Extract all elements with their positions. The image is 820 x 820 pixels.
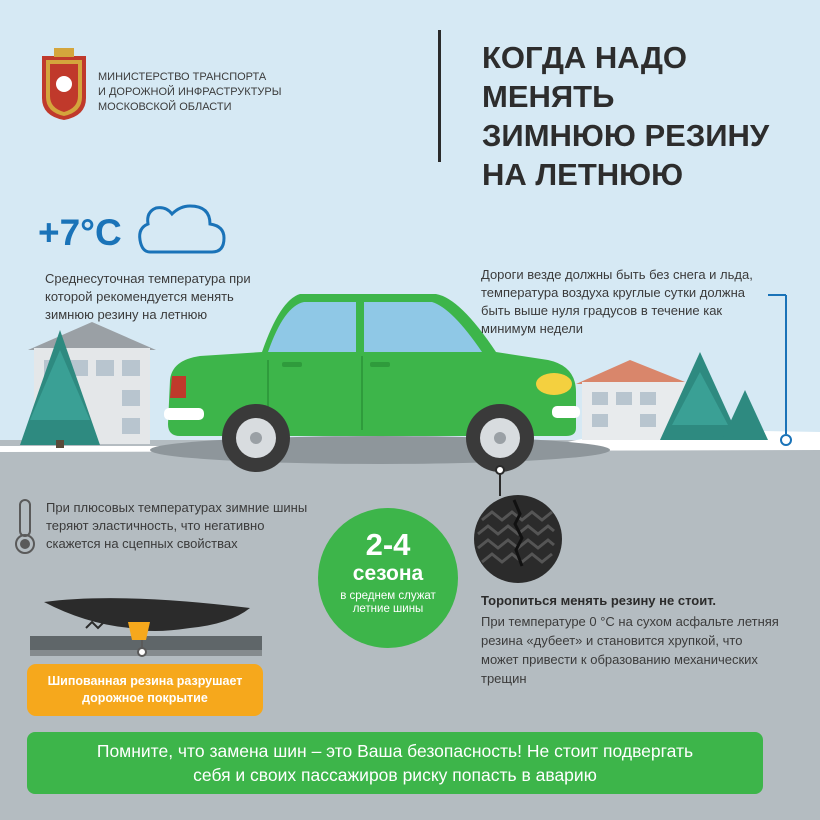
seasons-range: 2-4: [365, 527, 411, 562]
ministry-line: МИНИСТЕРСТВО ТРАНСПОРТА: [98, 71, 267, 83]
hurry-text: При температуре 0 °С на сухом асфальте летняя резина «дубеет» и становится хрупкой, что может привести к образованию механических трещин: [481, 614, 779, 686]
studded-tire-warning: [27, 664, 263, 716]
ministry-name: [98, 70, 308, 115]
page-title: КОГДА НАДО МЕНЯТЬ ЗИМНЮЮ РЕЗИНУ НА ЛЕТНЮЮ: [482, 40, 770, 192]
thermometer-note: При плюсовых температурах зимние шины теряют эластичность, что негативно скажется на сцепных свойствах: [46, 500, 308, 551]
roads-note: Дороги везде должны быть без снега и льда, температура воздуха круглые сутки должна быть выше нуля градусов в течение как минимум недели: [481, 267, 753, 336]
temperature-description: Среднесуточная температура при которой рекомендуется менять зимнюю резину на летнюю: [45, 271, 251, 322]
footer-text: Помните, что замена шин – это Ваша безопасность! Не стоит подвергать себя и своих пассажиров риску попасть в аварию: [96, 741, 694, 785]
ministry-line: МОСКОВСКОЙ ОБЛАСТИ: [98, 101, 232, 113]
title-divider: [438, 30, 441, 162]
coat-of-arms-icon: [42, 48, 86, 120]
seasons-label: сезона: [352, 562, 424, 585]
footer-banner: [27, 732, 763, 794]
seasons-subtitle: в среднем служат летние шины: [340, 590, 436, 615]
roads-note-connector: [768, 295, 791, 445]
cloud-icon: [140, 206, 224, 252]
temperature-value: +7°C: [38, 212, 122, 253]
tire-tread-icon: [474, 495, 562, 583]
seasons-badge: [318, 508, 458, 648]
hurry-title: Торопиться менять резину не стоит.: [481, 593, 717, 608]
studded-tire-warning-text: Шипованная резина разрушает дорожное покрытие: [47, 674, 243, 705]
ministry-line: И ДОРОЖНОЙ ИНФРАСТРУКТУРЫ: [98, 86, 282, 98]
